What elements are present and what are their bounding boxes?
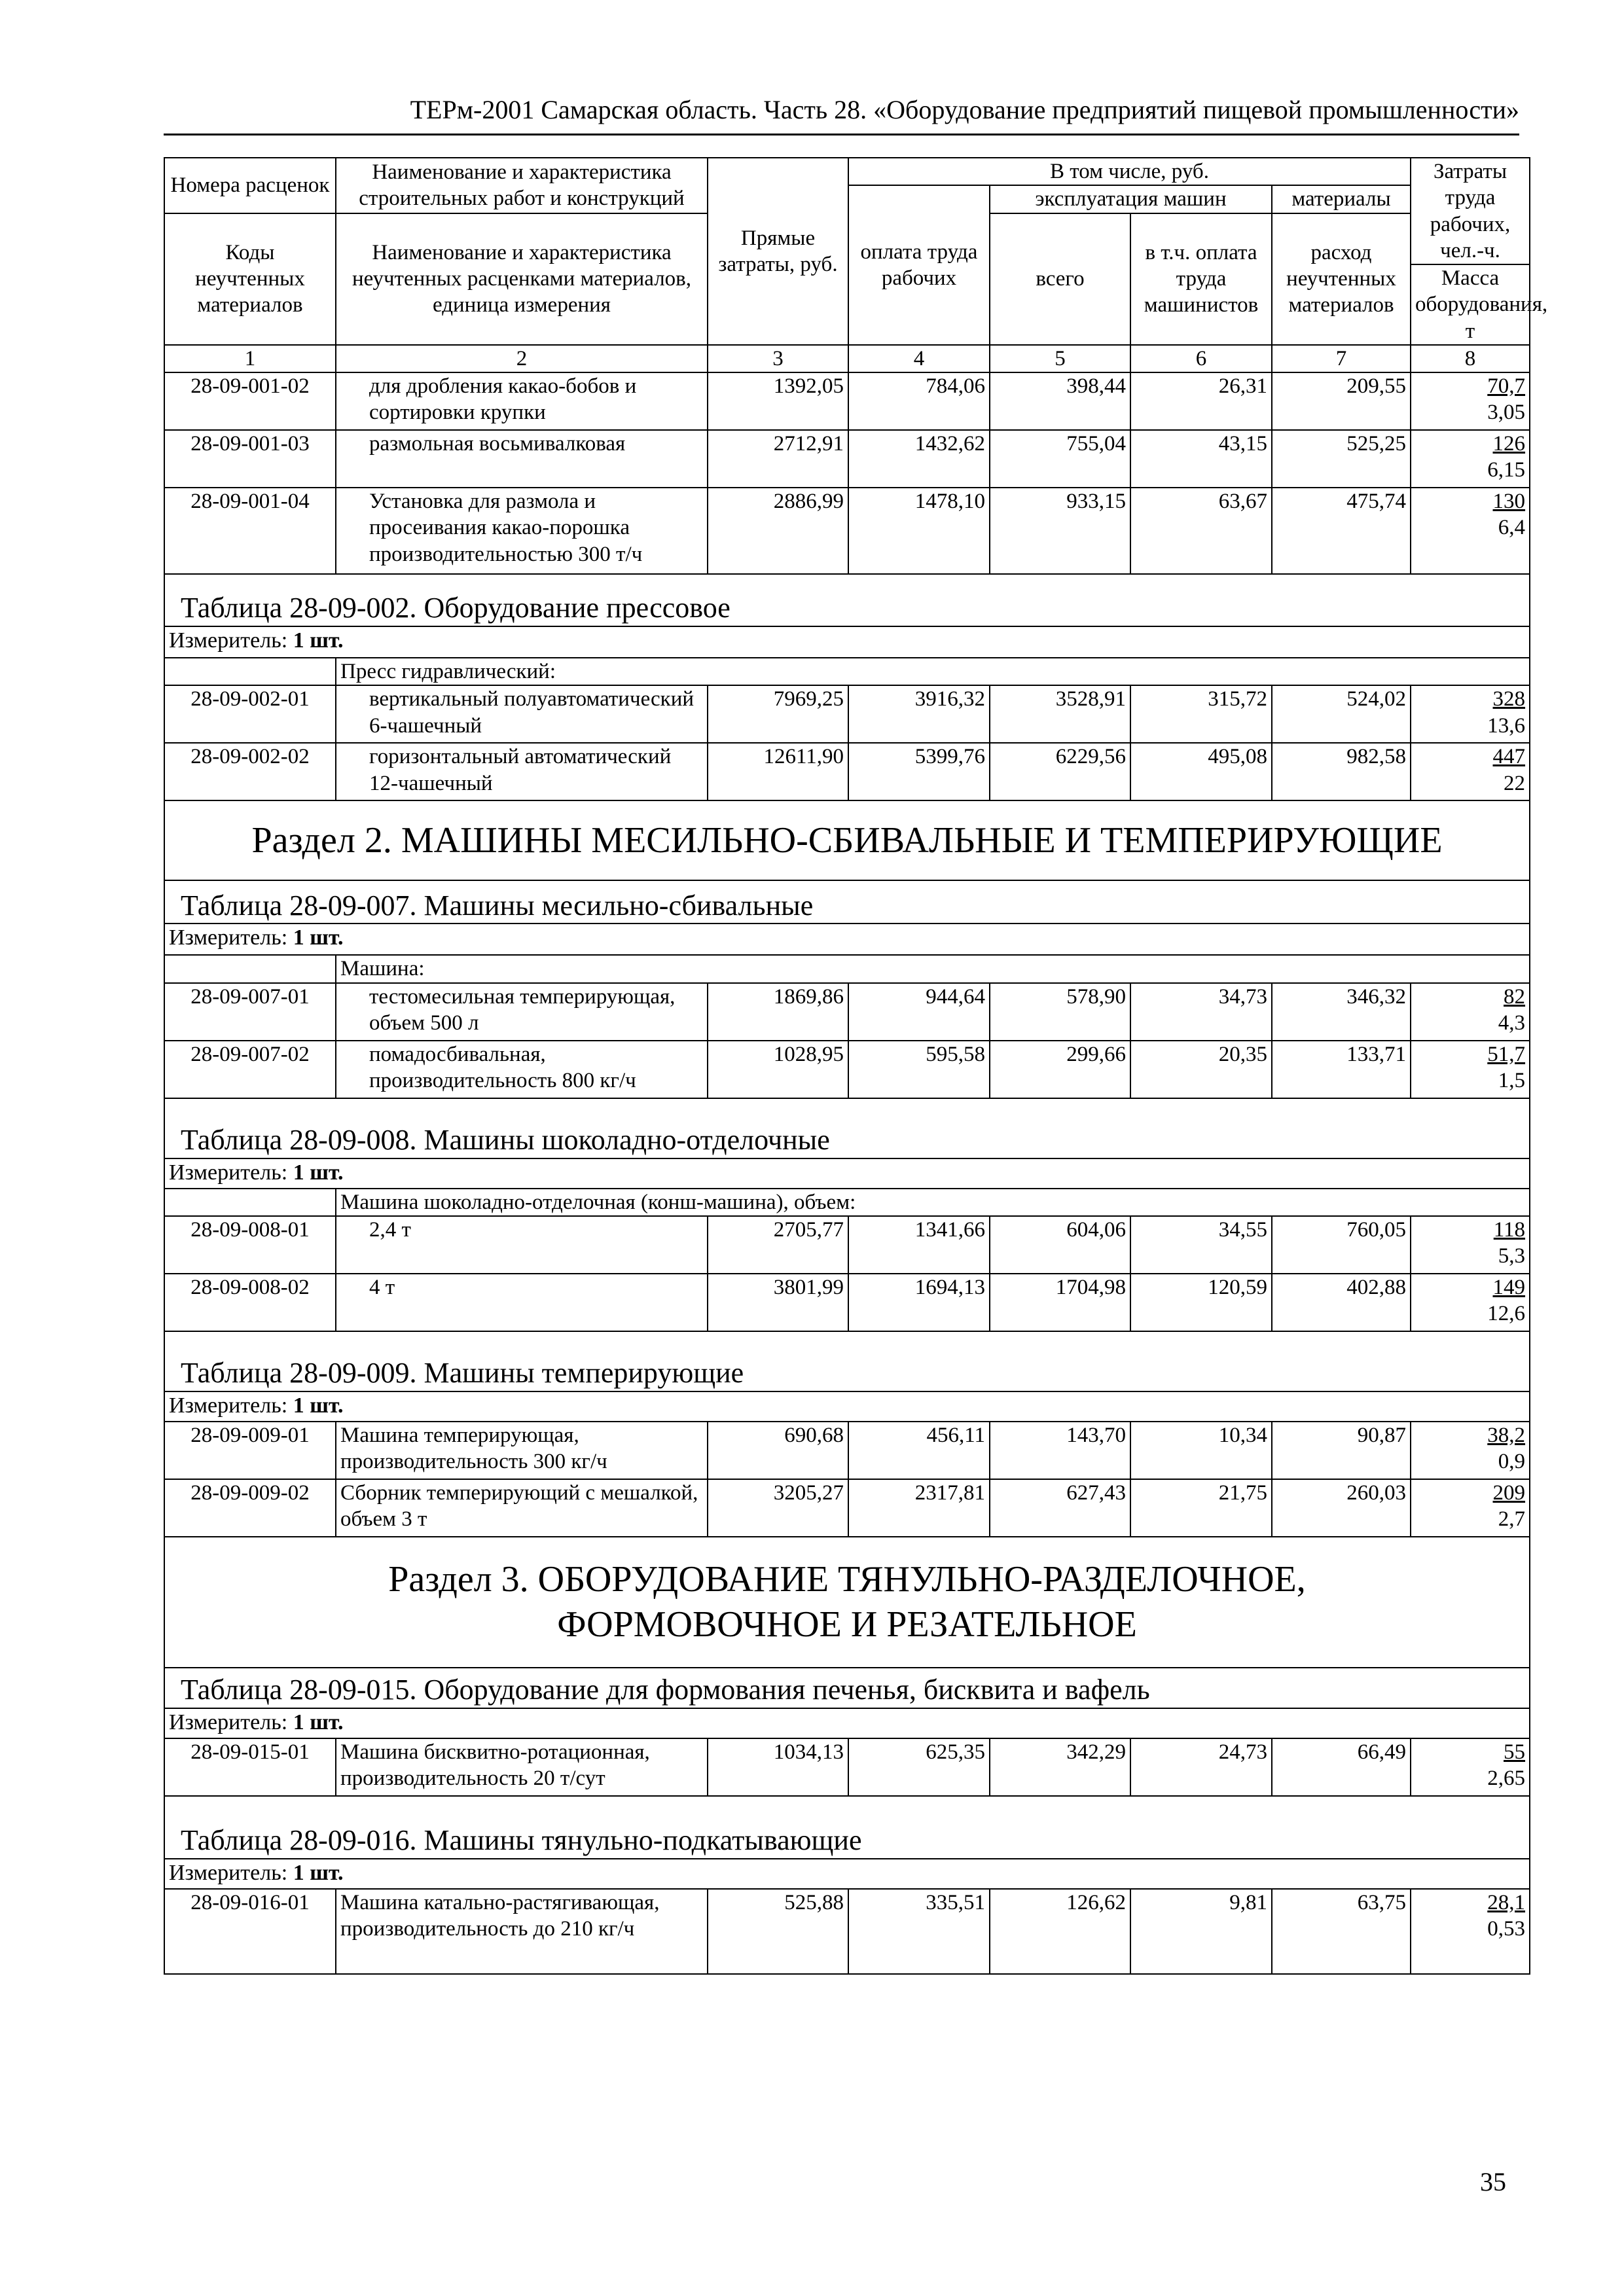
labor-pay: 595,58	[848, 1041, 990, 1098]
equipment-mass: 6,4	[1498, 516, 1526, 540]
labor-hours: 447	[1492, 745, 1526, 769]
labor-hours: 118	[1493, 1217, 1526, 1242]
direct-cost: 2705,77	[708, 1216, 848, 1274]
col-work-name: Наименование и характеристика строительных работ и конструкций	[336, 158, 708, 213]
table-title: Таблица 28-09-002. Оборудование прессовое	[164, 574, 1530, 626]
equipment-mass: 2,7	[1498, 1507, 1526, 1531]
labor-pay: 944,64	[848, 983, 990, 1041]
labor-pay: 1432,62	[848, 430, 990, 488]
machinist-pay: 120,59	[1130, 1274, 1272, 1331]
table-row	[164, 743, 1530, 800]
machinist-pay: 24,73	[1130, 1738, 1272, 1796]
measure-label: Измеритель:	[169, 1710, 288, 1734]
measure-label: Измеритель:	[169, 1393, 288, 1418]
col-number: 5	[990, 345, 1130, 372]
rate-code: 28-09-001-03	[164, 430, 336, 488]
direct-cost: 2712,91	[708, 430, 848, 488]
machines-total: 1704,98	[990, 1274, 1130, 1331]
rate-code: 28-09-002-01	[164, 685, 336, 743]
rate-code: 28-09-009-01	[164, 1422, 336, 1479]
materials-cost: 209,55	[1272, 372, 1411, 430]
table-row	[164, 685, 1530, 743]
measure	[164, 1391, 1530, 1422]
rate-name: размольная восьмивалковая	[336, 430, 708, 488]
rate-code: 28-09-016-01	[164, 1889, 336, 1974]
labor-hours: 149	[1492, 1275, 1526, 1299]
col-material-codes: Коды неучтенных материалов	[164, 213, 336, 345]
labor-pay: 784,06	[848, 372, 990, 430]
labor-mass-cell	[1411, 1274, 1530, 1331]
machinist-pay: 21,75	[1130, 1479, 1272, 1537]
rate-code: 28-09-015-01	[164, 1738, 336, 1796]
labor-pay: 456,11	[848, 1422, 990, 1479]
labor-hours: 28,1	[1487, 1890, 1526, 1914]
machines-total: 6229,56	[990, 743, 1130, 800]
machines-total: 3528,91	[990, 685, 1130, 743]
section-2	[164, 800, 1530, 880]
table-008	[164, 1098, 1530, 1331]
materials-cost: 66,49	[1272, 1738, 1411, 1796]
machinist-pay: 315,72	[1130, 685, 1272, 743]
col-number: 8	[1411, 345, 1530, 372]
labor-mass-cell	[1411, 685, 1530, 743]
col-including: В том числе, руб.	[848, 158, 1411, 185]
machines-total: 578,90	[990, 983, 1130, 1041]
labor-mass-cell	[1411, 430, 1530, 488]
col-material-names: Наименование и характеристика неучтенных расценками материалов, единица измерения	[336, 213, 708, 345]
direct-cost: 7969,25	[708, 685, 848, 743]
materials-cost: 402,88	[1272, 1274, 1411, 1331]
col-number: 1	[164, 345, 336, 372]
rate-code: 28-09-008-02	[164, 1274, 336, 1331]
labor-pay: 1694,13	[848, 1274, 990, 1331]
labor-mass-cell	[1411, 743, 1530, 800]
group-label: Машина:	[336, 955, 1530, 982]
measure-value: 1 шт.	[293, 628, 344, 653]
machines-total: 627,43	[990, 1479, 1130, 1537]
measure	[164, 1859, 1530, 1889]
col-machinist-pay: в т.ч. оплата труда машинистов	[1130, 213, 1272, 345]
labor-mass-cell	[1411, 983, 1530, 1041]
equipment-mass: 5,3	[1498, 1244, 1526, 1268]
table-row	[164, 1274, 1530, 1331]
measure-label: Измеритель:	[169, 628, 288, 653]
machinist-pay: 34,55	[1130, 1216, 1272, 1274]
rate-code: 28-09-008-01	[164, 1216, 336, 1274]
rate-code: 28-09-007-01	[164, 983, 336, 1041]
equipment-mass: 0,9	[1498, 1450, 1526, 1473]
direct-cost: 1028,95	[708, 1041, 848, 1098]
section-title-line1: Раздел 3. ОБОРУДОВАНИЕ ТЯНУЛЬНО-РАЗДЕЛОЧНОЕ,	[388, 1559, 1306, 1600]
col-machines: эксплуатация машин	[990, 185, 1272, 213]
labor-pay: 1478,10	[848, 488, 990, 574]
machinist-pay: 26,31	[1130, 372, 1272, 430]
materials-cost: 525,25	[1272, 430, 1411, 488]
measure-value: 1 шт.	[293, 1393, 344, 1418]
measure-label: Измеритель:	[169, 1160, 288, 1185]
labor-mass-cell	[1411, 1889, 1530, 1974]
table-title: Таблица 28-09-008. Машины шоколадно-отделочные	[164, 1098, 1530, 1158]
labor-hours: 328	[1492, 687, 1526, 711]
measure	[164, 1158, 1530, 1189]
materials-cost: 982,58	[1272, 743, 1411, 800]
equipment-mass: 3,05	[1487, 401, 1526, 425]
rate-name: горизонтальный автоматический 12-чашечный	[336, 743, 708, 800]
col-number: 2	[336, 345, 708, 372]
equipment-mass: 12,6	[1487, 1302, 1526, 1325]
rate-name: помадосбивальная, производительность 800 кг/ч	[336, 1041, 708, 1098]
direct-cost: 525,88	[708, 1889, 848, 1974]
rate-name: тестомесильная темперирующая, объем 500 л	[336, 983, 708, 1041]
measure-value: 1 шт.	[293, 1710, 344, 1734]
machines-total: 299,66	[990, 1041, 1130, 1098]
labor-hours: 209	[1492, 1480, 1526, 1505]
table-015	[164, 1668, 1530, 1796]
col-number: 3	[708, 345, 848, 372]
rate-name: Установка для размола и просеивания какао-порошка производительностью 300 т/ч	[336, 488, 708, 574]
labor-mass-cell	[1411, 1041, 1530, 1098]
labor-pay: 3916,32	[848, 685, 990, 743]
materials-cost: 524,02	[1272, 685, 1411, 743]
machines-total: 143,70	[990, 1422, 1130, 1479]
table-row	[164, 372, 1530, 430]
section-title	[164, 1537, 1530, 1668]
direct-cost: 1392,05	[708, 372, 848, 430]
col-materials: материалы	[1272, 185, 1411, 213]
rate-code: 28-09-001-04	[164, 488, 336, 574]
measure-value: 1 шт.	[293, 925, 344, 950]
measure-label: Измеритель:	[169, 925, 288, 950]
rate-code: 28-09-001-02	[164, 372, 336, 430]
rate-name: Машина темперирующая, производительность 300 кг/ч	[336, 1422, 708, 1479]
table-row	[164, 1889, 1530, 1974]
direct-cost: 2886,99	[708, 488, 848, 574]
machinist-pay: 63,67	[1130, 488, 1272, 574]
table-row	[164, 488, 1530, 574]
measure	[164, 626, 1530, 658]
direct-cost: 1869,86	[708, 983, 848, 1041]
rate-name: вертикальный полуавтоматический 6-чашечный	[336, 685, 708, 743]
rate-name: для дробления какао-бобов и сортировки крупки	[336, 372, 708, 430]
equipment-mass: 13,6	[1487, 713, 1526, 738]
labor-pay: 2317,81	[848, 1479, 990, 1537]
labor-mass-cell	[1411, 1422, 1530, 1479]
direct-cost: 3205,27	[708, 1479, 848, 1537]
col-material-use: расход неучтенных материалов	[1272, 213, 1411, 345]
table-row	[164, 1422, 1530, 1479]
page-number: 35	[1480, 2167, 1506, 2197]
materials-cost: 760,05	[1272, 1216, 1411, 1274]
materials-cost: 260,03	[1272, 1479, 1411, 1537]
labor-mass-cell	[1411, 1479, 1530, 1537]
machines-total: 755,04	[990, 430, 1130, 488]
labor-pay: 1341,66	[848, 1216, 990, 1274]
table-title: Таблица 28-09-015. Оборудование для формования печенья, бисквита и вафель	[164, 1668, 1530, 1708]
table-row	[164, 1479, 1530, 1537]
machines-total: 398,44	[990, 372, 1130, 430]
table-009	[164, 1331, 1530, 1537]
rows-section-a	[164, 372, 1530, 574]
labor-hours: 130	[1492, 490, 1526, 513]
equipment-mass: 0,53	[1487, 1917, 1526, 1941]
table-title: Таблица 28-09-009. Машины темперирующие	[164, 1331, 1530, 1391]
rate-code: 28-09-002-02	[164, 743, 336, 800]
table-002	[164, 574, 1530, 800]
machinist-pay: 10,34	[1130, 1422, 1272, 1479]
rates-table	[164, 157, 1548, 1975]
labor-hours: 38,2	[1487, 1423, 1526, 1447]
col-number: 6	[1130, 345, 1272, 372]
labor-hours: 70,7	[1487, 374, 1526, 398]
col-direct-cost: Прямые затраты, руб.	[708, 158, 848, 345]
section-3	[164, 1537, 1530, 1668]
col-rate-number: Номера расценок	[164, 158, 336, 213]
rate-name: 2,4 т	[336, 1216, 708, 1274]
equipment-mass: 2,65	[1487, 1767, 1526, 1790]
labor-hours: 82	[1504, 984, 1526, 1009]
labor-hours: 126	[1492, 432, 1526, 456]
equipment-mass: 22	[1504, 771, 1526, 795]
materials-cost: 475,74	[1272, 488, 1411, 574]
table-row	[164, 983, 1530, 1041]
measure	[164, 1708, 1530, 1738]
machines-total: 126,62	[990, 1889, 1130, 1974]
equipment-mass: 1,5	[1498, 1068, 1526, 1092]
table-016	[164, 1796, 1530, 1974]
labor-mass-cell	[1411, 1216, 1530, 1274]
measure-value: 1 шт.	[293, 1860, 344, 1885]
machinist-pay: 9,81	[1130, 1889, 1272, 1974]
machines-total: 604,06	[990, 1216, 1130, 1274]
machines-total: 933,15	[990, 488, 1130, 574]
group-label: Машина шоколадно-отделочная (конш-машина), объем:	[336, 1189, 1530, 1216]
col-equipment-mass: Масса оборудования, т	[1411, 264, 1530, 345]
col-number: 7	[1272, 345, 1411, 372]
table-row	[164, 1216, 1530, 1274]
section-title-line2: ФОРМОВОЧНОЕ И РЕЗАТЕЛЬНОЕ	[557, 1604, 1137, 1645]
measure-label: Измеритель:	[169, 1860, 288, 1885]
labor-pay: 625,35	[848, 1738, 990, 1796]
section-title: Раздел 2. МАШИНЫ МЕСИЛЬНО-СБИВАЛЬНЫЕ И ТЕМПЕРИРУЮЩИЕ	[164, 800, 1530, 880]
col-number: 4	[848, 345, 990, 372]
col-labor-pay: оплата труда рабочих	[848, 185, 990, 345]
materials-cost: 63,75	[1272, 1889, 1411, 1974]
direct-cost: 12611,90	[708, 743, 848, 800]
labor-hours: 51,7	[1487, 1042, 1526, 1066]
table-row	[164, 1738, 1530, 1796]
table-header	[164, 158, 1548, 372]
labor-hours: 55	[1504, 1740, 1526, 1764]
rate-name: 4 т	[336, 1274, 708, 1331]
labor-pay: 335,51	[848, 1889, 990, 1974]
group-label: Пресс гидравлический:	[336, 658, 1530, 685]
machinist-pay: 20,35	[1130, 1041, 1272, 1098]
direct-cost: 3801,99	[708, 1274, 848, 1331]
equipment-mass: 4,3	[1498, 1011, 1526, 1035]
machinist-pay: 495,08	[1130, 743, 1272, 800]
equipment-mass: 6,15	[1487, 458, 1526, 482]
table-row	[164, 1041, 1530, 1098]
materials-cost: 133,71	[1272, 1041, 1411, 1098]
machinist-pay: 43,15	[1130, 430, 1272, 488]
rate-name: Машина катально-растягивающая, производительность до 210 кг/ч	[336, 1889, 708, 1974]
table-title: Таблица 28-09-007. Машины месильно-сбивальные	[164, 880, 1530, 924]
col-labor-hours: Затраты труда рабочих, чел.-ч.	[1411, 158, 1530, 264]
table-007	[164, 880, 1530, 1098]
col-machines-total: всего	[990, 213, 1130, 345]
direct-cost: 690,68	[708, 1422, 848, 1479]
table-title: Таблица 28-09-016. Машины тянульно-подкатывающие	[164, 1796, 1530, 1859]
materials-cost: 90,87	[1272, 1422, 1411, 1479]
rate-code: 28-09-009-02	[164, 1479, 336, 1537]
measure	[164, 924, 1530, 955]
labor-pay: 5399,76	[848, 743, 990, 800]
measure-value: 1 шт.	[293, 1160, 344, 1185]
labor-mass-cell	[1411, 1738, 1530, 1796]
rate-code: 28-09-007-02	[164, 1041, 336, 1098]
direct-cost: 1034,13	[708, 1738, 848, 1796]
machines-total: 342,29	[990, 1738, 1130, 1796]
page-header: ТЕРм-2001 Самарская область. Часть 28. «Оборудование предприятий пищевой промышленности»	[164, 92, 1519, 135]
machinist-pay: 34,73	[1130, 983, 1272, 1041]
rate-name: Сборник темперирующий с мешалкой, объем 3 т	[336, 1479, 708, 1537]
labor-mass-cell	[1411, 488, 1530, 574]
labor-mass-cell	[1411, 372, 1530, 430]
rate-name: Машина бисквитно-ротационная, производительность 20 т/сут	[336, 1738, 708, 1796]
table-row	[164, 430, 1530, 488]
materials-cost: 346,32	[1272, 983, 1411, 1041]
